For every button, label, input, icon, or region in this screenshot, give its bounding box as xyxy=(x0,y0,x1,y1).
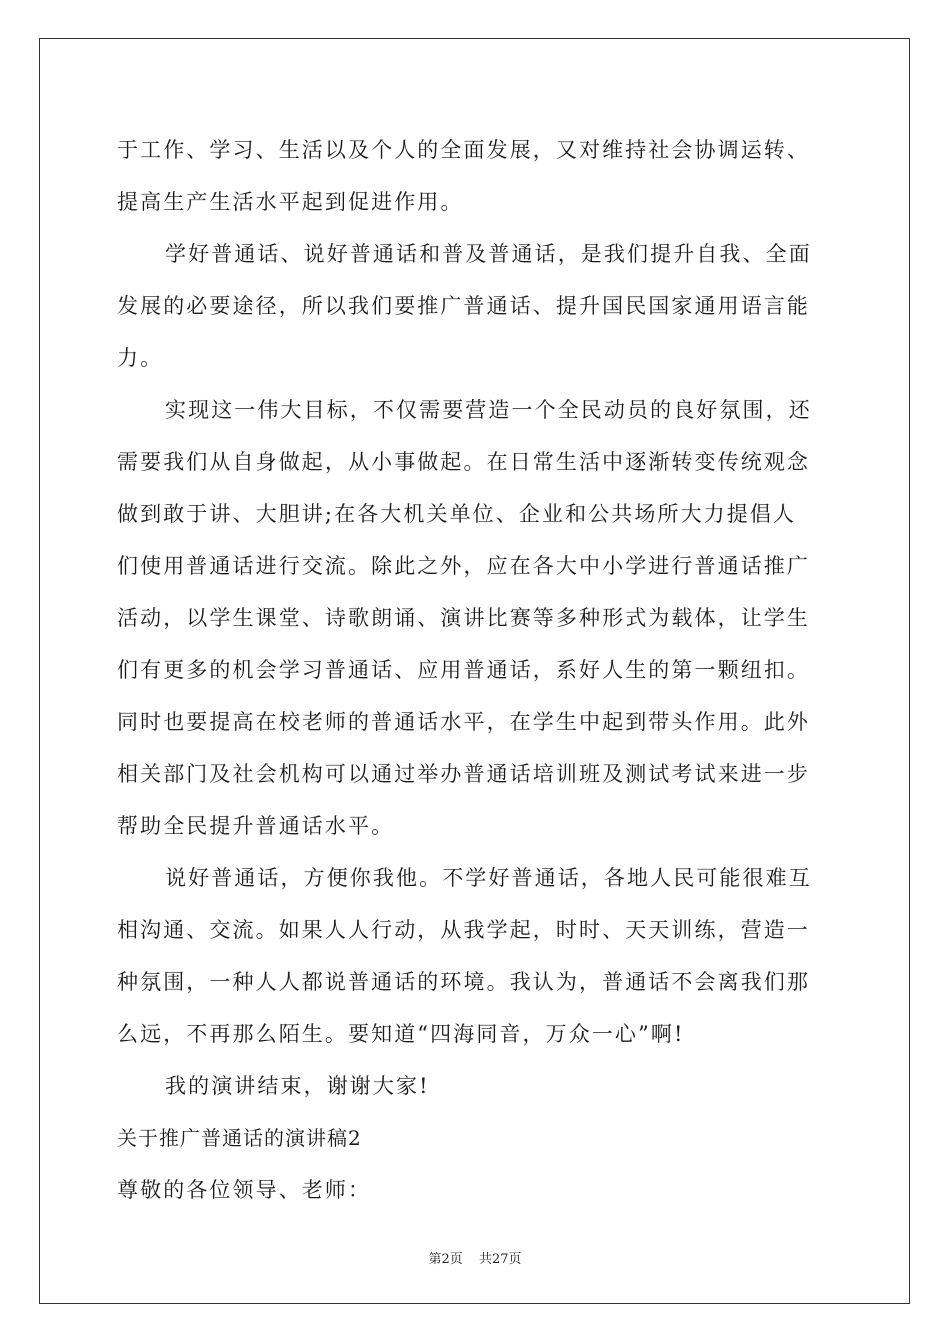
text-line: 提高生产生活水平起到促进作用。 xyxy=(117,190,464,214)
text-line: 活动，以学生课堂、诗歌朗诵、演讲比赛等多种形式为载体，让学生 xyxy=(117,606,810,630)
page-footer xyxy=(0,1248,950,1267)
text-line: 相关部门及社会机构可以通过举办普通话培训班及测试考试来进一步 xyxy=(117,762,810,786)
text-line: 于工作、学习、生活以及个人的全面发展，又对维持社会协调运转、 xyxy=(117,138,810,162)
page-number: 第2页 xyxy=(428,1252,463,1267)
salutation-line: 尊敬的各位领导、老师： xyxy=(117,1178,372,1202)
text-line: 相沟通、交流。如果人人行动，从我学起，时时、天天训练，营造一 xyxy=(117,918,810,942)
text-line: 帮助全民提升普通话水平。 xyxy=(117,814,395,838)
text-line: 们有更多的机会学习普通话、应用普通话，系好人生的第一颗纽扣。 xyxy=(117,658,810,682)
text-line: 需要我们从自身做起，从小事做起。在日常生活中逐渐转变传统观念 xyxy=(117,450,810,474)
text-line: 学好普通话、说好普通话和普及普通话，是我们提升自我、全面 xyxy=(165,242,812,266)
text-line: 做到敢于讲、大胆讲;在各大机关单位、企业和公共场所大力提倡人 xyxy=(117,502,797,526)
text-line: 说好普通话，方便你我他。不学好普通话，各地人民可能很难互 xyxy=(165,866,812,890)
document-body xyxy=(117,124,837,1216)
text-line: 么远，不再那么陌生。要知道“四海同音，万众一心”啊! xyxy=(117,1022,685,1046)
section-heading: 关于推广普通话的演讲稿2 xyxy=(117,1126,362,1150)
text-line: 发展的必要途径，所以我们要推广普通话、提升国民国家通用语言能 xyxy=(117,294,810,318)
text-line: 实现这一伟大目标，不仅需要营造一个全民动员的良好氛围，还 xyxy=(165,398,812,422)
page-total: 共27页 xyxy=(478,1252,522,1267)
text-line: 我的演讲结束，谢谢大家! xyxy=(165,1074,430,1098)
text-line: 力。 xyxy=(117,346,164,370)
text-line: 种氛围，一种人人都说普通话的环境。我认为，普通话不会离我们那 xyxy=(117,970,810,994)
text-line: 同时也要提高在校老师的普通话水平，在学生中起到带头作用。此外 xyxy=(117,710,810,734)
text-line: 们使用普通话进行交流。除此之外，应在各大中小学进行普通话推广 xyxy=(117,554,810,578)
